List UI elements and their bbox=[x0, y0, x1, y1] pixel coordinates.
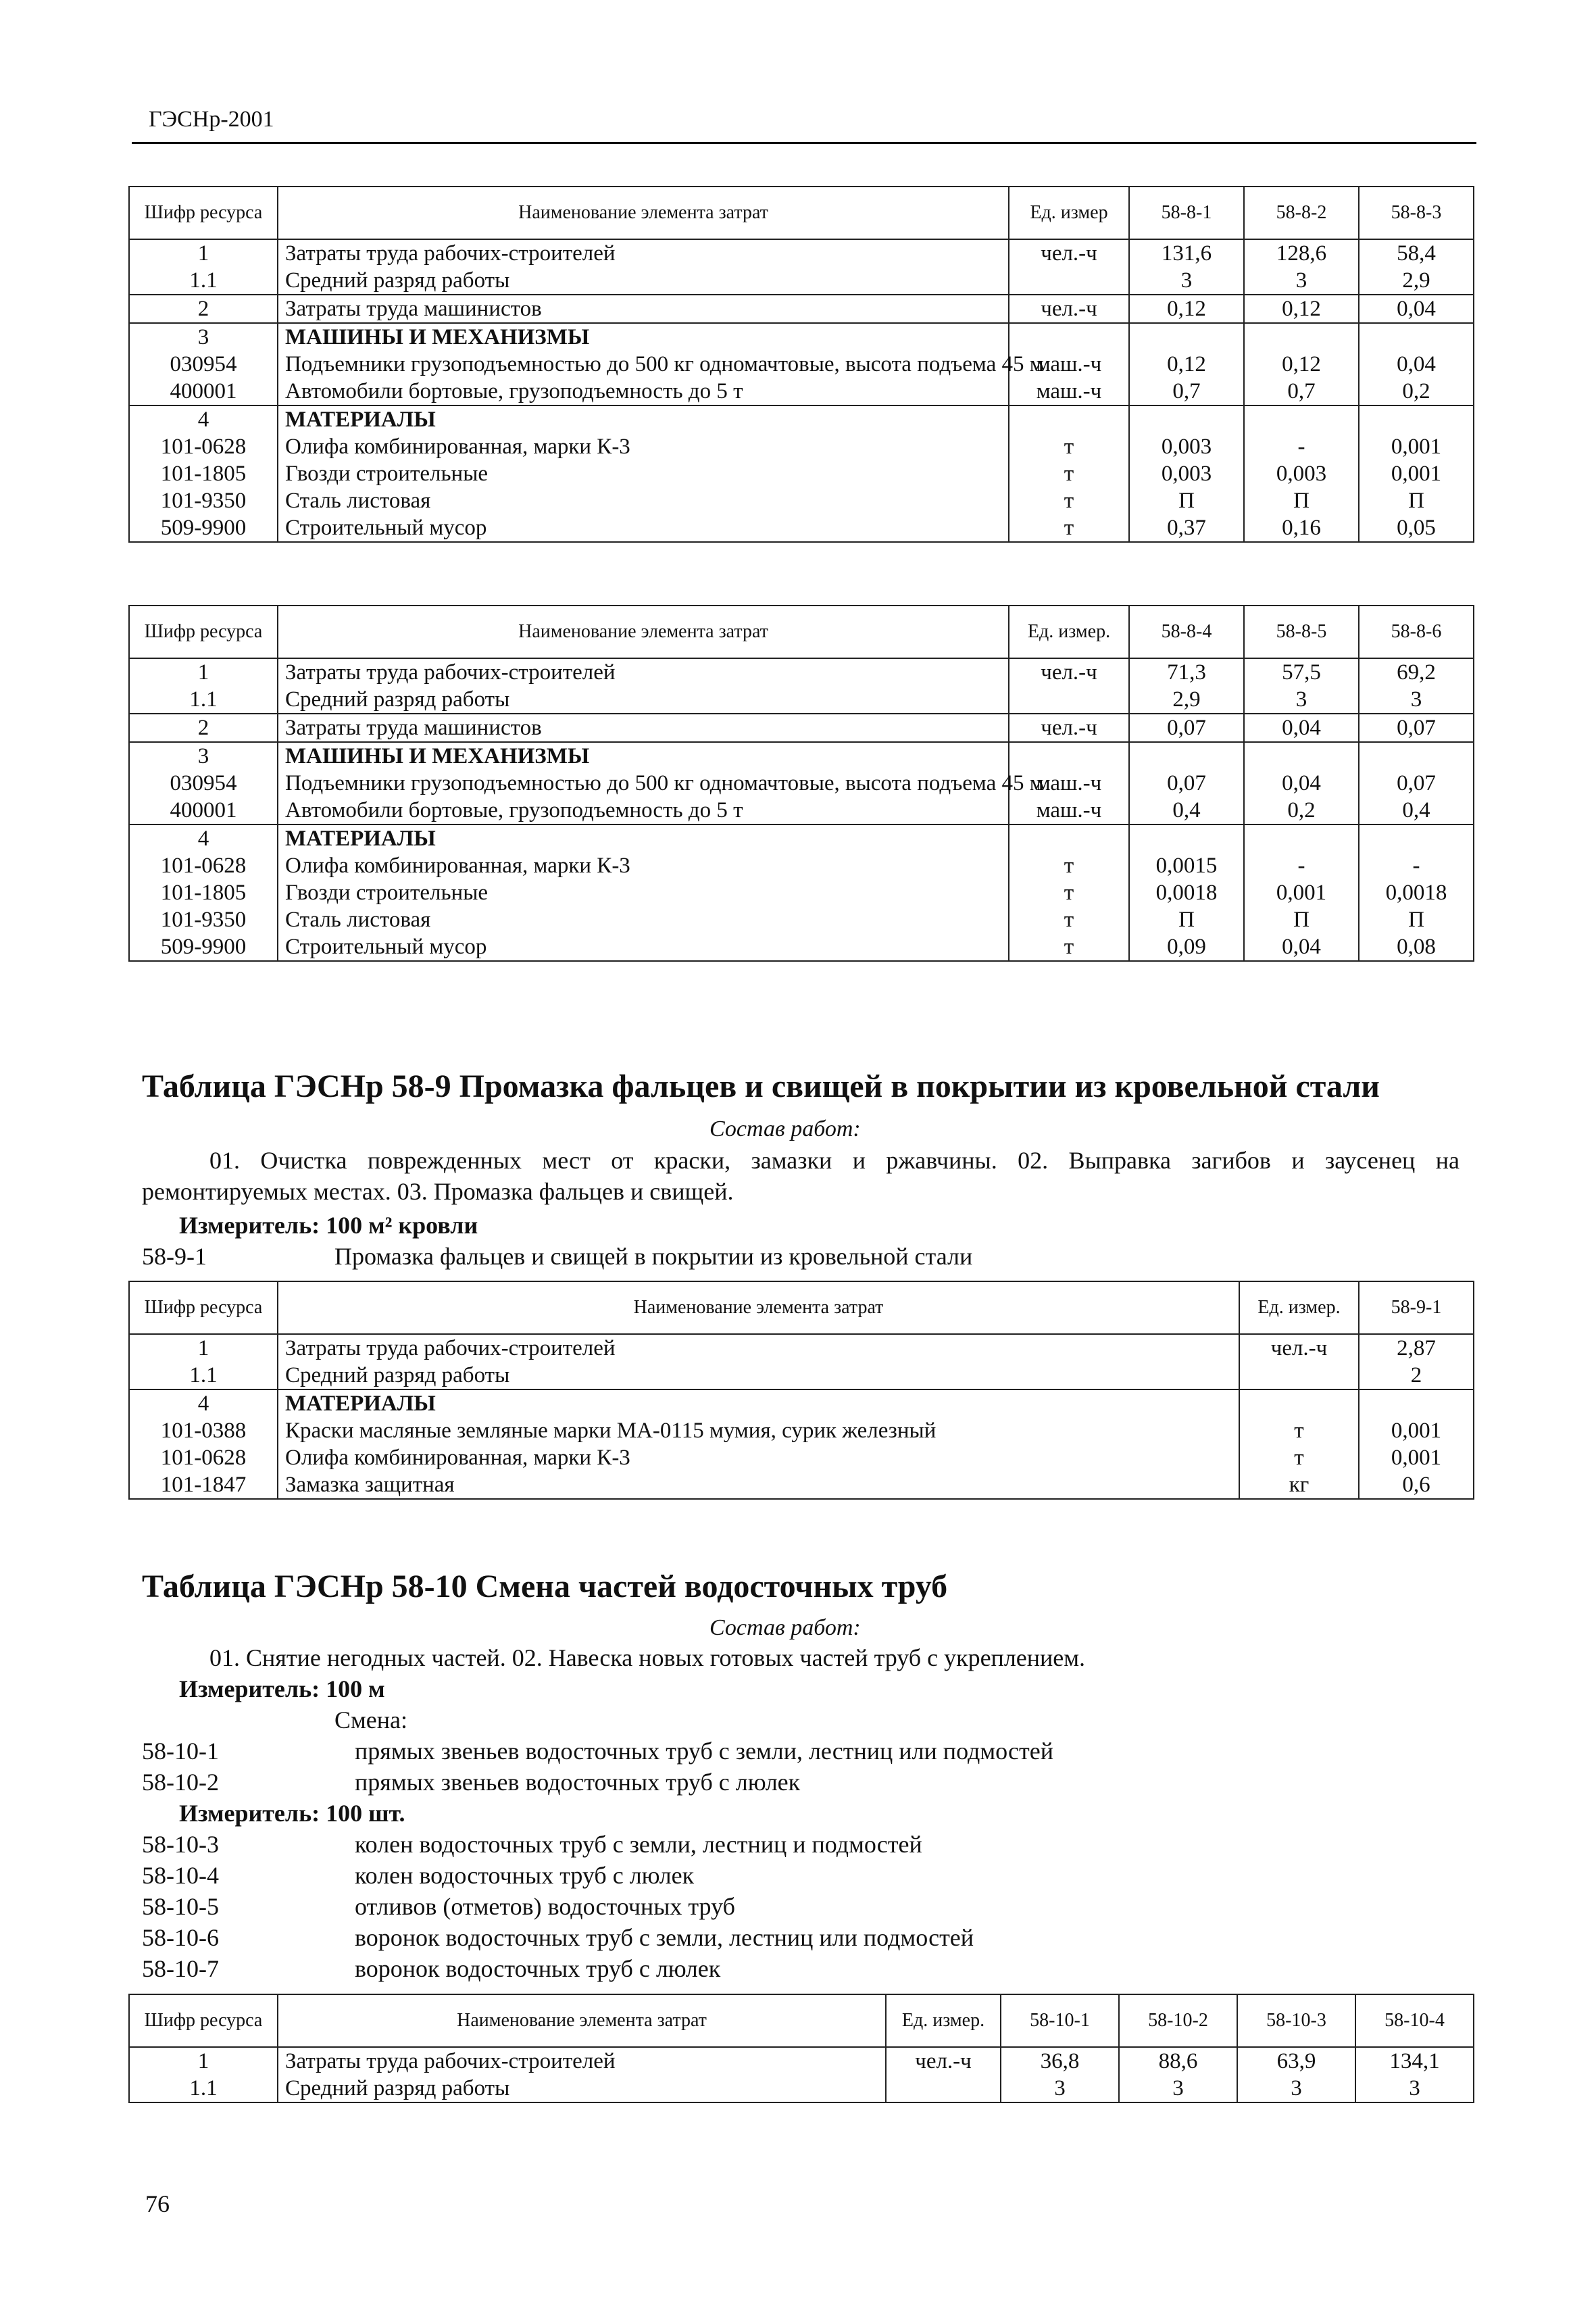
running-head: ГЭСНр-2001 bbox=[149, 107, 274, 132]
table-58-8-1-3 bbox=[128, 186, 1474, 543]
cell-value: - bbox=[1244, 433, 1359, 460]
section-title: МАШИНЫ И МЕХАНИЗМЫ bbox=[278, 742, 1009, 770]
item-code-58-10-2: 58-10-2 bbox=[142, 1769, 219, 1796]
header-norm-58-8-6: 58-8-6 bbox=[1359, 606, 1474, 658]
cell-name: Затраты труда рабочих-строителей bbox=[278, 1334, 1239, 1362]
table-row bbox=[129, 2047, 1474, 2075]
table-row bbox=[129, 433, 1474, 460]
cell-value: 0,07 bbox=[1359, 714, 1474, 742]
table-row bbox=[129, 714, 1474, 742]
cell-unit: чел.-ч bbox=[1009, 239, 1129, 267]
cell-unit: маш.-ч bbox=[1009, 378, 1129, 405]
cell-name: Замазка защитная bbox=[278, 1471, 1239, 1499]
cell-value: 0,4 bbox=[1359, 797, 1474, 824]
cell-value: 88,6 bbox=[1119, 2047, 1237, 2075]
cell-value: 57,5 bbox=[1244, 658, 1359, 686]
cell-value: П bbox=[1129, 906, 1244, 933]
header-unit: Ед. измер. bbox=[886, 1994, 1001, 2047]
item-name-58-10-4: колен водосточных труб с люлек bbox=[355, 1862, 695, 1889]
cell-value: 134,1 bbox=[1355, 2047, 1474, 2075]
page-number: 76 bbox=[145, 2190, 170, 2217]
item-name-58-10-7: воронок водосточных труб с люлек bbox=[355, 1955, 721, 1982]
header-resource-code: Шифр ресурса bbox=[129, 1994, 278, 2047]
cell-value: 3 bbox=[1359, 686, 1474, 714]
cell-unit: кг bbox=[1239, 1471, 1359, 1499]
cell-name: Сталь листовая bbox=[278, 906, 1009, 933]
header-element-name: Наименование элемента затрат bbox=[278, 1281, 1239, 1334]
cell-code: 101-1805 bbox=[129, 879, 278, 906]
table-row bbox=[129, 933, 1474, 961]
table-row bbox=[129, 267, 1474, 295]
table-section-row bbox=[129, 742, 1474, 770]
cell-code: 1 bbox=[129, 239, 278, 267]
cell-value: 0,16 bbox=[1244, 514, 1359, 542]
cell-value: 2,9 bbox=[1129, 686, 1244, 714]
composition-label-58-10: Состав работ: bbox=[709, 1615, 861, 1640]
cell-value: П bbox=[1244, 487, 1359, 514]
cell-value: 0,04 bbox=[1244, 770, 1359, 797]
cell-name: Средний разряд работы bbox=[278, 267, 1009, 295]
cell-code: 1 bbox=[129, 1334, 278, 1362]
cell-name: Средний разряд работы bbox=[278, 686, 1009, 714]
cell-value: 0,7 bbox=[1129, 378, 1244, 405]
cell-code: 2 bbox=[129, 295, 278, 323]
table-header-row bbox=[129, 187, 1474, 239]
section-title: МАТЕРИАЛЫ bbox=[278, 824, 1009, 852]
cell-value: 0,4 bbox=[1129, 797, 1244, 824]
cell-value: 0,07 bbox=[1129, 770, 1244, 797]
header-element-name: Наименование элемента затрат bbox=[278, 606, 1009, 658]
cell-value: 36,8 bbox=[1001, 2047, 1119, 2075]
section-title: МАШИНЫ И МЕХАНИЗМЫ bbox=[278, 323, 1009, 351]
cell-name: Затраты труда машинистов bbox=[278, 295, 1009, 323]
cell-unit: т bbox=[1239, 1444, 1359, 1471]
cell-value: 2 bbox=[1359, 1362, 1474, 1389]
composition-line-2: ремонтируемых местах. 03. Промазка фальцев и свищей. bbox=[142, 1178, 734, 1205]
cell-value: 71,3 bbox=[1129, 658, 1244, 686]
cell-code: 101-1847 bbox=[129, 1471, 278, 1499]
cell-unit: т bbox=[1009, 852, 1129, 879]
table-row bbox=[129, 1362, 1474, 1389]
meter-58-10-a: Измеритель: 100 м bbox=[179, 1675, 385, 1702]
cell-unit bbox=[1239, 1362, 1359, 1389]
cell-unit: маш.-ч bbox=[1009, 351, 1129, 378]
table-row bbox=[129, 879, 1474, 906]
cell-value: 0,12 bbox=[1129, 351, 1244, 378]
cell-name: Средний разряд работы bbox=[278, 2075, 886, 2102]
cell-name: Подъемники грузоподъемностью до 500 кг одномачтовые, высота подъема 45 м bbox=[278, 770, 1009, 797]
cell-code: 1 bbox=[129, 2047, 278, 2075]
cell-unit: чел.-ч bbox=[1009, 295, 1129, 323]
table-section-row bbox=[129, 405, 1474, 433]
cell-value: 0,07 bbox=[1129, 714, 1244, 742]
item-name-58-10-1: прямых звеньев водосточных труб с земли, лестниц или подмостей bbox=[355, 1738, 1053, 1765]
cell-value: 0,07 bbox=[1359, 770, 1474, 797]
section-title: МАТЕРИАЛЫ bbox=[278, 1389, 1239, 1417]
table-row bbox=[129, 770, 1474, 797]
item-name-58-10-3: колен водосточных труб с земли, лестниц и подмостей bbox=[355, 1831, 922, 1858]
cell-unit: чел.-ч bbox=[886, 2047, 1001, 2075]
cell-name: Гвозди строительные bbox=[278, 460, 1009, 487]
cell-value: 3 bbox=[1237, 2075, 1355, 2102]
cell-value: 0,04 bbox=[1359, 295, 1474, 323]
cell-value: 0,2 bbox=[1244, 797, 1359, 824]
header-norm-58-8-5: 58-8-5 bbox=[1244, 606, 1359, 658]
header-norm-58-10-4: 58-10-4 bbox=[1355, 1994, 1474, 2047]
section-title: МАТЕРИАЛЫ bbox=[278, 405, 1009, 433]
cell-code: 1.1 bbox=[129, 686, 278, 714]
cell-name: Строительный мусор bbox=[278, 514, 1009, 542]
header-resource-code: Шифр ресурса bbox=[129, 1281, 278, 1334]
table-58-10-heading: Таблица ГЭСНр 58-10 Смена частей водосточных труб bbox=[142, 1569, 948, 1604]
cell-value: 0,08 bbox=[1359, 933, 1474, 961]
cell-name: Средний разряд работы bbox=[278, 1362, 1239, 1389]
cell-code: 4 bbox=[129, 824, 278, 852]
table-row bbox=[129, 295, 1474, 323]
table-section-row bbox=[129, 824, 1474, 852]
cell-code: 2 bbox=[129, 714, 278, 742]
cell-name: Олифа комбинированная, марки К-3 bbox=[278, 1444, 1239, 1471]
cell-value: 0,05 bbox=[1359, 514, 1474, 542]
cell-name: Строительный мусор bbox=[278, 933, 1009, 961]
cell-code: 101-9350 bbox=[129, 487, 278, 514]
cell-value: 0,12 bbox=[1244, 295, 1359, 323]
cell-value: 58,4 bbox=[1359, 239, 1474, 267]
cell-value: 3 bbox=[1355, 2075, 1474, 2102]
table-row bbox=[129, 378, 1474, 405]
cell-value: 0,0018 bbox=[1359, 879, 1474, 906]
meter-58-9: Измеритель: 100 м² кровли bbox=[179, 1212, 478, 1239]
composition-line-1: 01. Очистка поврежденных мест от краски, замазки и ржавчины. 02. Выправка загибов и заусенец на bbox=[209, 1147, 1460, 1174]
header-element-name: Наименование элемента затрат bbox=[278, 1994, 886, 2047]
cell-unit: т bbox=[1009, 906, 1129, 933]
cell-value: 0,6 bbox=[1359, 1471, 1474, 1499]
cell-code: 1 bbox=[129, 658, 278, 686]
cell-code: 509-9900 bbox=[129, 933, 278, 961]
cell-name: Подъемники грузоподъемностью до 500 кг одномачтовые, высота подъема 45 м bbox=[278, 351, 1009, 378]
cell-value: П bbox=[1359, 487, 1474, 514]
table-row bbox=[129, 797, 1474, 824]
table-row bbox=[129, 1471, 1474, 1499]
item-name-58-10-6: воронок водосточных труб с земли, лестниц или подмостей bbox=[355, 1924, 974, 1951]
cell-name: Олифа комбинированная, марки К-3 bbox=[278, 433, 1009, 460]
cell-value: 0,003 bbox=[1129, 433, 1244, 460]
header-rule bbox=[132, 142, 1476, 144]
table-row bbox=[129, 1444, 1474, 1471]
cell-value: 2,9 bbox=[1359, 267, 1474, 295]
cell-code: 400001 bbox=[129, 797, 278, 824]
table-58-9-1 bbox=[128, 1281, 1474, 1500]
item-code-58-10-5: 58-10-5 bbox=[142, 1893, 219, 1920]
table-58-8-4-6 bbox=[128, 605, 1474, 962]
table-section-row bbox=[129, 323, 1474, 351]
cell-value: 0,001 bbox=[1359, 1417, 1474, 1444]
cell-value: 0,37 bbox=[1129, 514, 1244, 542]
cell-value: 3 bbox=[1001, 2075, 1119, 2102]
cell-unit: т bbox=[1009, 514, 1129, 542]
table-row bbox=[129, 351, 1474, 378]
cell-value: П bbox=[1129, 487, 1244, 514]
composition-line-58-10: 01. Снятие негодных частей. 02. Навеска новых готовых частей труб с укреплением. bbox=[209, 1644, 1086, 1671]
cell-code: 4 bbox=[129, 405, 278, 433]
cell-unit: т bbox=[1009, 933, 1129, 961]
header-resource-code: Шифр ресурса bbox=[129, 187, 278, 239]
cell-value: 3 bbox=[1119, 2075, 1237, 2102]
cell-value: 0,001 bbox=[1244, 879, 1359, 906]
item-name-58-10-2: прямых звеньев водосточных труб с люлек bbox=[355, 1769, 801, 1796]
cell-value: 0,12 bbox=[1244, 351, 1359, 378]
cell-code: 101-0388 bbox=[129, 1417, 278, 1444]
table-header-row bbox=[129, 1994, 1474, 2047]
item-code-58-10-6: 58-10-6 bbox=[142, 1924, 219, 1951]
table-58-9-heading: Таблица ГЭСНр 58-9 Промазка фальцев и свищей в покрытии из кровельной стали bbox=[142, 1068, 1380, 1104]
cell-name: Гвозди строительные bbox=[278, 879, 1009, 906]
header-unit: Ед. измер bbox=[1009, 187, 1129, 239]
cell-value: 0,04 bbox=[1359, 351, 1474, 378]
cell-value: 0,04 bbox=[1244, 714, 1359, 742]
cell-value: 0,001 bbox=[1359, 460, 1474, 487]
cell-code: 101-0628 bbox=[129, 852, 278, 879]
table-row bbox=[129, 906, 1474, 933]
header-norm-58-10-3: 58-10-3 bbox=[1237, 1994, 1355, 2047]
cell-value: 0,2 bbox=[1359, 378, 1474, 405]
cell-unit: т bbox=[1239, 1417, 1359, 1444]
cell-unit: чел.-ч bbox=[1009, 658, 1129, 686]
cell-value: 63,9 bbox=[1237, 2047, 1355, 2075]
header-unit: Ед. измер. bbox=[1239, 1281, 1359, 1334]
cell-code: 030954 bbox=[129, 770, 278, 797]
table-58-10 bbox=[128, 1994, 1474, 2103]
cell-value: - bbox=[1244, 852, 1359, 879]
cell-code: 4 bbox=[129, 1389, 278, 1417]
cell-name: Краски масляные земляные марки МА-0115 мумия, сурик железный bbox=[278, 1417, 1239, 1444]
cell-code: 101-0628 bbox=[129, 433, 278, 460]
cell-unit bbox=[886, 2075, 1001, 2102]
item-name-58-9-1: Промазка фальцев и свищей в покрытии из кровельной стали bbox=[334, 1243, 973, 1270]
table-section-row bbox=[129, 1389, 1474, 1417]
cell-code: 400001 bbox=[129, 378, 278, 405]
header-norm-58-10-1: 58-10-1 bbox=[1001, 1994, 1119, 2047]
cell-value: 0,7 bbox=[1244, 378, 1359, 405]
header-norm-58-8-4: 58-8-4 bbox=[1129, 606, 1244, 658]
header-norm-58-8-3: 58-8-3 bbox=[1359, 187, 1474, 239]
header-element-name: Наименование элемента затрат bbox=[278, 187, 1009, 239]
cell-value: - bbox=[1359, 852, 1474, 879]
cell-value: 69,2 bbox=[1359, 658, 1474, 686]
cell-value: 2,87 bbox=[1359, 1334, 1474, 1362]
table-row bbox=[129, 239, 1474, 267]
cell-value: 0,04 bbox=[1244, 933, 1359, 961]
composition-label-58-9: Состав работ: bbox=[709, 1116, 861, 1141]
cell-unit: т bbox=[1009, 433, 1129, 460]
cell-code: 101-1805 bbox=[129, 460, 278, 487]
item-code-58-10-3: 58-10-3 bbox=[142, 1831, 219, 1858]
item-code-58-9-1: 58-9-1 bbox=[142, 1243, 207, 1270]
cell-unit bbox=[1009, 686, 1129, 714]
cell-value: 0,003 bbox=[1129, 460, 1244, 487]
cell-code: 1.1 bbox=[129, 2075, 278, 2102]
cell-name: Затраты труда рабочих-строителей bbox=[278, 2047, 886, 2075]
cell-value: 3 bbox=[1129, 267, 1244, 295]
header-norm-58-8-1: 58-8-1 bbox=[1129, 187, 1244, 239]
cell-value: П bbox=[1359, 906, 1474, 933]
table-row bbox=[129, 2075, 1474, 2102]
cell-value: 0,0018 bbox=[1129, 879, 1244, 906]
cell-code: 3 bbox=[129, 323, 278, 351]
table-row bbox=[129, 460, 1474, 487]
header-norm-58-8-2: 58-8-2 bbox=[1244, 187, 1359, 239]
cell-code: 030954 bbox=[129, 351, 278, 378]
cell-name: Автомобили бортовые, грузоподъемность до 5 т bbox=[278, 378, 1009, 405]
cell-unit: чел.-ч bbox=[1009, 714, 1129, 742]
cell-value: 0,12 bbox=[1129, 295, 1244, 323]
cell-value: 128,6 bbox=[1244, 239, 1359, 267]
cell-value: 0,0015 bbox=[1129, 852, 1244, 879]
cell-name: Автомобили бортовые, грузоподъемность до 5 т bbox=[278, 797, 1009, 824]
cell-value: 0,001 bbox=[1359, 433, 1474, 460]
table-row bbox=[129, 658, 1474, 686]
table-header-row bbox=[129, 1281, 1474, 1334]
cell-code: 101-9350 bbox=[129, 906, 278, 933]
header-unit: Ед. измер. bbox=[1009, 606, 1129, 658]
cell-unit bbox=[1009, 267, 1129, 295]
cell-code: 509-9900 bbox=[129, 514, 278, 542]
table-row bbox=[129, 852, 1474, 879]
cell-name: Сталь листовая bbox=[278, 487, 1009, 514]
table-row bbox=[129, 514, 1474, 542]
composition-text-58-9 bbox=[142, 1145, 1460, 1207]
cell-value: 0,003 bbox=[1244, 460, 1359, 487]
cell-code: 1.1 bbox=[129, 267, 278, 295]
change-label: Смена: bbox=[334, 1706, 408, 1733]
cell-unit: маш.-ч bbox=[1009, 770, 1129, 797]
cell-name: Затраты труда машинистов bbox=[278, 714, 1009, 742]
header-resource-code: Шифр ресурса bbox=[129, 606, 278, 658]
cell-code: 1.1 bbox=[129, 1362, 278, 1389]
cell-value: 3 bbox=[1244, 267, 1359, 295]
cell-name: Олифа комбинированная, марки К-3 bbox=[278, 852, 1009, 879]
cell-value: 131,6 bbox=[1129, 239, 1244, 267]
cell-value: 0,09 bbox=[1129, 933, 1244, 961]
cell-value: 3 bbox=[1244, 686, 1359, 714]
cell-unit: чел.-ч bbox=[1239, 1334, 1359, 1362]
cell-unit: т bbox=[1009, 487, 1129, 514]
cell-unit: т bbox=[1009, 460, 1129, 487]
cell-code: 3 bbox=[129, 742, 278, 770]
cell-unit: т bbox=[1009, 879, 1129, 906]
item-code-58-10-1: 58-10-1 bbox=[142, 1738, 219, 1765]
meter-58-10-b: Измеритель: 100 шт. bbox=[179, 1800, 405, 1827]
header-norm-58-10-2: 58-10-2 bbox=[1119, 1994, 1237, 2047]
cell-name: Затраты труда рабочих-строителей bbox=[278, 239, 1009, 267]
item-code-58-10-7: 58-10-7 bbox=[142, 1955, 219, 1982]
header-norm-58-9-1: 58-9-1 bbox=[1359, 1281, 1474, 1334]
table-row bbox=[129, 1417, 1474, 1444]
cell-code: 101-0628 bbox=[129, 1444, 278, 1471]
table-row bbox=[129, 1334, 1474, 1362]
table-row bbox=[129, 487, 1474, 514]
item-code-58-10-4: 58-10-4 bbox=[142, 1862, 219, 1889]
table-row bbox=[129, 686, 1474, 714]
cell-value: П bbox=[1244, 906, 1359, 933]
cell-name: Затраты труда рабочих-строителей bbox=[278, 658, 1009, 686]
cell-unit: маш.-ч bbox=[1009, 797, 1129, 824]
cell-value: 0,001 bbox=[1359, 1444, 1474, 1471]
item-name-58-10-5: отливов (отметов) водосточных труб bbox=[355, 1893, 735, 1920]
table-header-row bbox=[129, 606, 1474, 658]
